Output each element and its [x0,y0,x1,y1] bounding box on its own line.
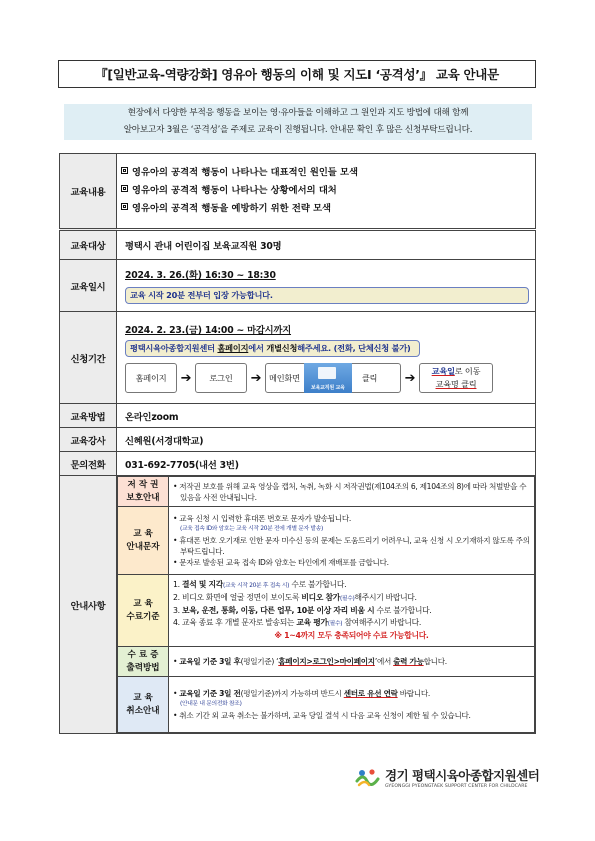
sms-label-1: 교 육 [133,528,153,539]
flow-final: 교육일로 이동 교육명 클릭 [419,363,493,393]
intro-line-1: 현장에서 다양한 부적응 행동을 보이는 영·유아들을 이해하고 그 원인과 지도 방법에 대해 함께 [127,108,469,118]
notice-criteria [118,575,535,647]
book-banner-icon: 보육교직원 교육 [304,363,352,393]
notice-cert [118,647,535,677]
apply-note: 평택시육아종합지원센터 홈페이지에서 개별신청해주세요. (전화, 단체신청 불가) [125,340,420,357]
content-item: 영유아의 공격적 행동이 나타나는 상황에서의 대처 [117,182,535,200]
notice-table [117,476,535,733]
content-list [117,164,535,218]
notice-copyright [118,477,535,507]
arrow-right-icon: ➔ [404,370,416,386]
header-target: 교육대상 [60,230,117,260]
arrow-right-icon: ➔ [180,370,192,386]
row-phone [60,452,536,476]
criteria-2: 2. 비디오 화면에 얼굴 정면이 보이도록 비디오 참가(필수)해주시기 바랍니다. [173,593,417,602]
flow-home: 홈페이지 [125,363,177,393]
sms-text-1: • 교육 신청 시 입력한 휴대폰 번호로 문자가 발송됩니다. [173,514,351,523]
notice-cancel [118,677,535,733]
square-bullet-icon [121,167,128,174]
copyright-text: • 저작권 보호를 위해 교육 영상을 캡처, 녹취, 녹화 시 저작권법(제104조의 6, 제104조의 8)에 따라 처벌받을 수 있음을 사전 안내됩니다. [173,481,527,502]
cert-text: • 교육일 기준 3일 후(평일기준) ‘홈페이지>로그인>마이페이지’에서 출력 가능합니다. [173,657,447,666]
method-value: 온라인zoom [117,404,536,428]
intro-box [64,104,532,140]
footer-org-en: GYEONGGI PYEONGTAEK SUPPORT CENTER FOR CHILDCARE [385,784,528,789]
flow-click-label: 클릭 [361,372,378,383]
info-table [59,153,536,734]
footer-logo [355,766,539,789]
content-item: 영유아의 공격적 행동을 예방하기 위한 전략 모색 [117,200,535,218]
header-apply: 신청기간 [60,312,117,404]
header-notice: 안내사항 [60,476,117,734]
arrow-right-icon: ➔ [250,370,262,386]
criteria-label-1: 교 육 [133,598,153,609]
square-bullet-icon [121,185,128,192]
header-phone: 문의전화 [60,452,117,476]
criteria-4: 4. 교육 종료 후 개별 문자로 발송되는 교육 평가(필수) 참여해주시기 바랍니다. [173,618,422,627]
notice-sms [118,507,535,575]
sms-text-1-sub: (교육 접속 ID와 암호는 교육 시작 20분 전에 개별 문자 발송) [180,526,323,532]
row-lecturer [60,428,536,452]
footer-org-ko: 경기 평택시육아종합지원센터 [385,768,540,783]
row-datetime [60,260,536,312]
cancel-text-2: • 취소 기간 외 교육 취소는 불가하며, 교육 당일 결석 시 다음 교육 신청이 제한 될 수 있습니다. [173,711,471,720]
datetime-value: 2024. 3. 26.(화) 16:30 ~ 18:30 [125,270,276,281]
apply-flow [125,363,535,393]
cancel-text-1-sub: (안내문 내 문의전화 참조) [180,701,242,707]
copyright-label-1: 저 작 권 [127,479,159,490]
flow-login: 로그인 [195,363,247,393]
target-value: 평택시 관내 어린이집 보육교직원 30명 [117,230,536,260]
cancel-label-2: 취소안내 [126,705,160,716]
square-bullet-icon [121,203,128,210]
row-method [60,404,536,428]
sms-text-3: • 문자로 발송된 교육 접속 ID와 암호는 타인에게 재배포를 금합니다. [173,558,389,567]
page-title-text: 『[일반교육-역량강화] 영유아 행동의 이해 및 지도Ⅰ ‘공격성’』 교육 안내문 [95,67,499,82]
phone-value: 031-692-7705(내선 3번) [117,452,536,476]
datetime-note: 교육 시작 20분 전부터 입장 가능합니다. [125,287,529,304]
lecturer-value: 신혜원(서경대학교) [117,428,536,452]
row-target [60,230,536,260]
apply-value: 2024. 2. 23.(금) 14:00 ~ 마감시까지 [125,325,292,336]
cancel-label-1: 교 육 [133,692,153,703]
header-content: 교육내용 [60,154,117,230]
sms-label-2: 안내문자 [126,541,160,552]
sms-text-2: • 휴대폰 번호 오기재로 인한 문자 미수신 등의 문제는 도움드리기 어려우니, 교육 신청 시 오기재하지 않도록 주의 부탁드립니다. [173,536,530,556]
header-datetime: 교육일시 [60,260,117,312]
cancel-text-1: • 교육일 기준 3일 전(평일기준)까지 가능하며 반드시 센터로 유선 연락 바랍니다. [173,689,431,698]
header-method: 교육방법 [60,404,117,428]
cert-label-2: 출력방법 [126,662,160,673]
header-lecturer: 교육강사 [60,428,117,452]
row-notice [60,476,536,734]
row-apply [60,312,536,404]
content-item: 영유아의 공격적 행동이 나타나는 대표적인 원인들 모색 [117,164,535,182]
criteria-label-2: 수료기준 [126,611,160,622]
page-title [58,60,536,88]
criteria-warning: ※ 1~4까지 모두 충족되어야 수료 가능합니다. [274,631,429,640]
row-content [60,154,536,230]
criteria-1: 1. 결석 및 지각(교육 시작 20분 후 접속 시) 수로 불가합니다. [173,580,347,589]
flow-main [265,363,401,393]
intro-line-2: 알아보고자 3월은 ‘공격성’을 주제로 교육이 진행됩니다. 안내문 확인 후 많은 신청부탁드립니다. [123,125,473,135]
flow-main-label: 메인화면 [269,372,300,383]
cert-label-1: 수 료 증 [127,649,159,660]
center-logo-icon [355,767,381,789]
criteria-3: 3. 보육, 운전, 통화, 이동, 다른 업무, 10분 이상 자리 비움 시 수로 불가합니다. [173,606,432,615]
copyright-label-2: 보호안내 [126,492,160,503]
